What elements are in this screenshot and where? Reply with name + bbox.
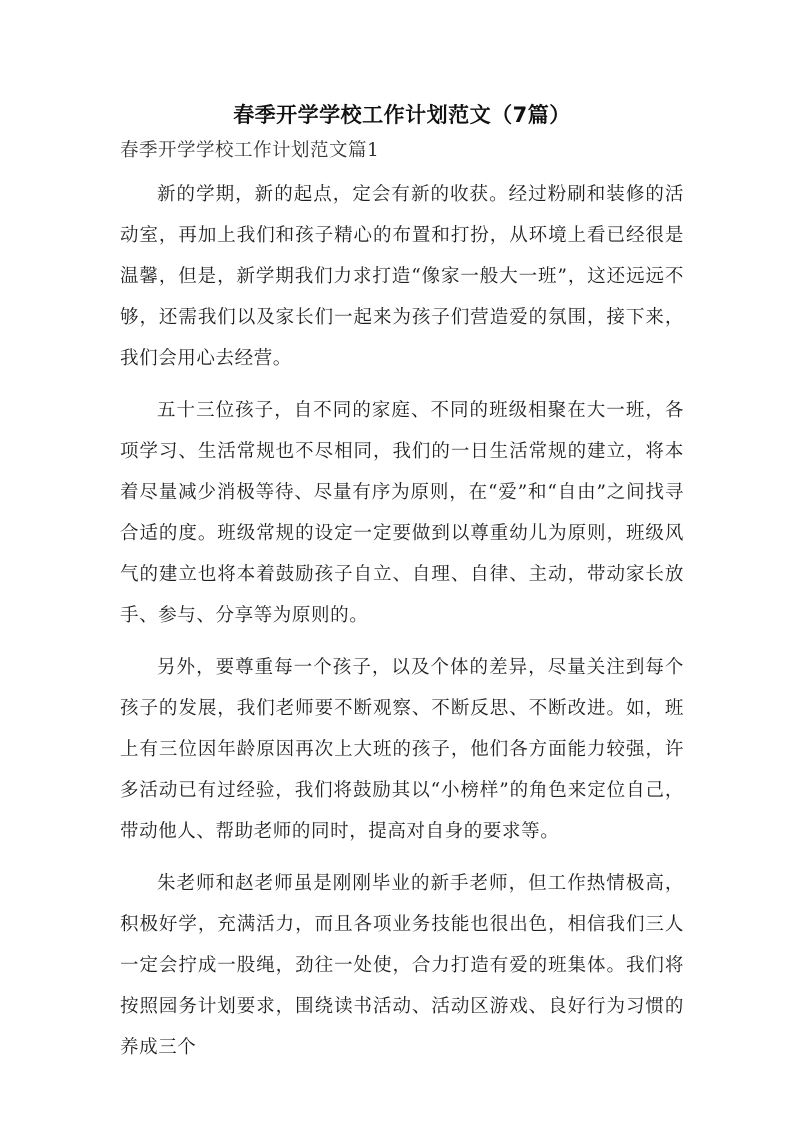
paragraph-3: 另外，要尊重每一个孩子，以及个体的差异，尽量关注到每个孩子的发展，我们老师要不断观察、不断反思、不断改进。如，班上有三位因年龄原因再次上大班的孩子，他们各方面能力较强，许多活动已有过经验，我们将鼓励其以“小榜样”的角色来定位自己，带动他人、帮助老师的同时，提高对自身的要求等。 — [120, 657, 684, 842]
document-page — [120, 100, 684, 1068]
paragraph-4: 朱老师和赵老师虽是刚刚毕业的新手老师，但工作热情极高，积极好学，充满活力，而且各项业务技能也很出色，相信我们三人一定会拧成一股绳，劲往一处使，合力打造有爱的班集体。我们将按照园务计划要求，围绕读书活动、活动区游戏、良好行为习惯的养成三个 — [120, 873, 684, 1058]
paragraph-2: 五十三位孩子，自不同的家庭、不同的班级相聚在大一班，各项学习、生活常规也不尽相同，我们的一日生活常规的建立，将本着尽量减少消极等待、尽量有序为原则，在“爱”和“自由”之间找寻合适的度。班级常规的设定一定要做到以尊重幼儿为原则，班级风气的建立也将本着鼓励孩子自立、自理、自律、主动，带动家长放手、参与、分享等为原则的。 — [120, 400, 684, 626]
section-heading: 春季开学学校工作计划范文篇1 — [120, 140, 380, 161]
paragraph-1: 新的学期，新的起点，定会有新的收获。经过粉刷和装修的活动室，再加上我们和孩子精心的布置和打扮，从环境上看已经很是温馨，但是，新学期我们力求打造“像家一般大一班”，这还远远不够，还需我们以及家长们一起来为孩子们营造爱的氛围，接下来，我们会用心去经营。 — [120, 184, 684, 369]
document-title: 春季开学学校工作计划范文（7篇） — [233, 103, 571, 127]
